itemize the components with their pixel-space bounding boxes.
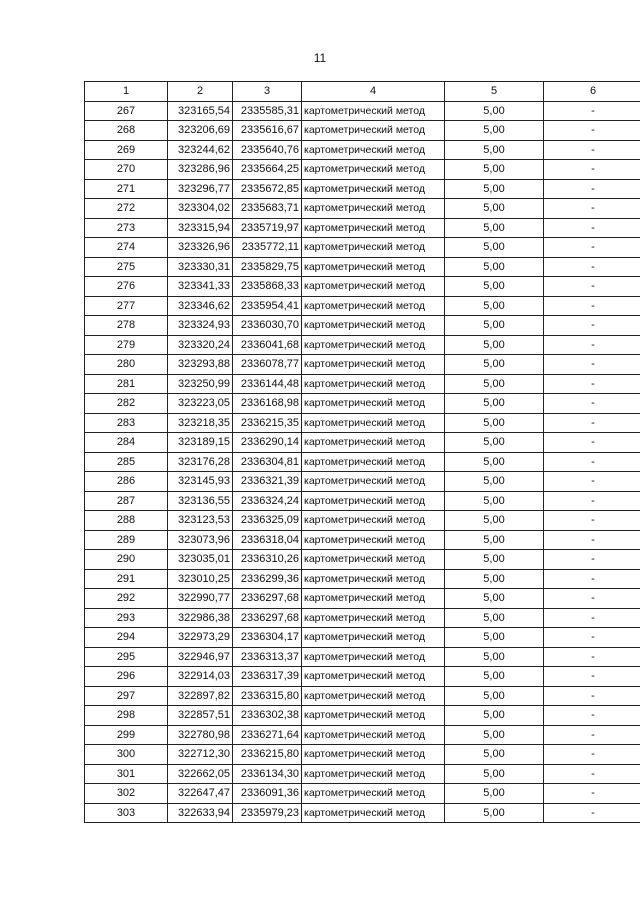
method-cell: картометрический метод (302, 764, 445, 784)
method-cell: картометрический метод (302, 472, 445, 492)
y-coordinate-cell: 2336297,68 (233, 608, 302, 628)
column-header: 2 (168, 82, 233, 102)
table-row (85, 394, 640, 414)
accuracy-cell: 5,00 (445, 764, 544, 784)
method-cell: картометрический метод (302, 686, 445, 706)
note-cell: - (544, 394, 640, 414)
table-row (85, 160, 640, 180)
point-number-cell: 298 (85, 706, 168, 726)
note-cell: - (544, 257, 640, 277)
page-number: 11 (313, 51, 327, 65)
table-row (85, 374, 640, 394)
accuracy-cell: 5,00 (445, 803, 544, 823)
method-cell: картометрический метод (302, 628, 445, 648)
point-number-cell: 283 (85, 413, 168, 433)
method-cell: картометрический метод (302, 121, 445, 141)
point-number-cell: 290 (85, 550, 168, 570)
note-cell: - (544, 199, 640, 219)
table-row (85, 803, 640, 823)
method-cell: картометрический метод (302, 355, 445, 375)
table-row (85, 472, 640, 492)
point-number-cell: 272 (85, 199, 168, 219)
x-coordinate-cell: 323165,54 (168, 101, 233, 121)
note-cell: - (544, 511, 640, 531)
accuracy-cell: 5,00 (445, 745, 544, 765)
table-row (85, 335, 640, 355)
point-number-cell: 296 (85, 667, 168, 687)
table-row (85, 745, 640, 765)
note-cell: - (544, 374, 640, 394)
column-header: 1 (85, 82, 168, 102)
accuracy-cell: 5,00 (445, 101, 544, 121)
method-cell: картометрический метод (302, 491, 445, 511)
point-number-cell: 292 (85, 589, 168, 609)
point-number-cell: 271 (85, 179, 168, 199)
table-row (85, 199, 640, 219)
accuracy-cell: 5,00 (445, 121, 544, 141)
table-header-row (85, 82, 640, 102)
point-number-cell: 277 (85, 296, 168, 316)
x-coordinate-cell: 323218,35 (168, 413, 233, 433)
x-coordinate-cell: 323330,31 (168, 257, 233, 277)
point-number-cell: 291 (85, 569, 168, 589)
table-row (85, 764, 640, 784)
point-number-cell: 300 (85, 745, 168, 765)
note-cell: - (544, 452, 640, 472)
y-coordinate-cell: 2336317,39 (233, 667, 302, 687)
y-coordinate-cell: 2336215,80 (233, 745, 302, 765)
table-row (85, 511, 640, 531)
accuracy-cell: 5,00 (445, 511, 544, 531)
note-cell: - (544, 608, 640, 628)
point-number-cell: 276 (85, 277, 168, 297)
y-coordinate-cell: 2336325,09 (233, 511, 302, 531)
y-coordinate-cell: 2336318,04 (233, 530, 302, 550)
note-cell: - (544, 413, 640, 433)
point-number-cell: 285 (85, 452, 168, 472)
x-coordinate-cell: 323010,25 (168, 569, 233, 589)
note-cell: - (544, 101, 640, 121)
y-coordinate-cell: 2335640,76 (233, 140, 302, 160)
accuracy-cell: 5,00 (445, 433, 544, 453)
column-header: 6 (544, 82, 640, 102)
y-coordinate-cell: 2335954,41 (233, 296, 302, 316)
note-cell: - (544, 296, 640, 316)
method-cell: картометрический метод (302, 140, 445, 160)
x-coordinate-cell: 323223,05 (168, 394, 233, 414)
accuracy-cell: 5,00 (445, 277, 544, 297)
point-number-cell: 273 (85, 218, 168, 238)
accuracy-cell: 5,00 (445, 530, 544, 550)
method-cell: картометрический метод (302, 413, 445, 433)
accuracy-cell: 5,00 (445, 667, 544, 687)
point-number-cell: 286 (85, 472, 168, 492)
method-cell: картометрический метод (302, 511, 445, 531)
y-coordinate-cell: 2336041,68 (233, 335, 302, 355)
accuracy-cell: 5,00 (445, 238, 544, 258)
accuracy-cell: 5,00 (445, 628, 544, 648)
accuracy-cell: 5,00 (445, 160, 544, 180)
column-header: 3 (233, 82, 302, 102)
accuracy-cell: 5,00 (445, 784, 544, 804)
point-number-cell: 299 (85, 725, 168, 745)
table-row (85, 784, 640, 804)
note-cell: - (544, 745, 640, 765)
x-coordinate-cell: 323326,96 (168, 238, 233, 258)
point-number-cell: 294 (85, 628, 168, 648)
table-row (85, 608, 640, 628)
note-cell: - (544, 764, 640, 784)
accuracy-cell: 5,00 (445, 218, 544, 238)
table-row (85, 628, 640, 648)
table-row (85, 569, 640, 589)
method-cell: картометрический метод (302, 296, 445, 316)
x-coordinate-cell: 322897,82 (168, 686, 233, 706)
x-coordinate-cell: 323176,28 (168, 452, 233, 472)
x-coordinate-cell: 323073,96 (168, 530, 233, 550)
x-coordinate-cell: 323206,69 (168, 121, 233, 141)
method-cell: картометрический метод (302, 179, 445, 199)
point-number-cell: 301 (85, 764, 168, 784)
accuracy-cell: 5,00 (445, 413, 544, 433)
note-cell: - (544, 784, 640, 804)
x-coordinate-cell: 323189,15 (168, 433, 233, 453)
note-cell: - (544, 667, 640, 687)
y-coordinate-cell: 2336297,68 (233, 589, 302, 609)
x-coordinate-cell: 322914,03 (168, 667, 233, 687)
table-row (85, 550, 640, 570)
x-coordinate-cell: 323145,93 (168, 472, 233, 492)
method-cell: картометрический метод (302, 277, 445, 297)
column-header: 4 (302, 82, 445, 102)
point-number-cell: 275 (85, 257, 168, 277)
method-cell: картометрический метод (302, 569, 445, 589)
note-cell: - (544, 569, 640, 589)
x-coordinate-cell: 322662,05 (168, 764, 233, 784)
y-coordinate-cell: 2336215,35 (233, 413, 302, 433)
y-coordinate-cell: 2336168,98 (233, 394, 302, 414)
method-cell: картометрический метод (302, 257, 445, 277)
x-coordinate-cell: 323286,96 (168, 160, 233, 180)
x-coordinate-cell: 322712,30 (168, 745, 233, 765)
x-coordinate-cell: 323250,99 (168, 374, 233, 394)
note-cell: - (544, 238, 640, 258)
method-cell: картометрический метод (302, 394, 445, 414)
table-row (85, 433, 640, 453)
note-cell: - (544, 179, 640, 199)
table-row (85, 179, 640, 199)
y-coordinate-cell: 2335616,67 (233, 121, 302, 141)
x-coordinate-cell: 323346,62 (168, 296, 233, 316)
y-coordinate-cell: 2336078,77 (233, 355, 302, 375)
note-cell: - (544, 433, 640, 453)
y-coordinate-cell: 2336134,30 (233, 764, 302, 784)
point-number-cell: 278 (85, 316, 168, 336)
note-cell: - (544, 491, 640, 511)
x-coordinate-cell: 322973,29 (168, 628, 233, 648)
x-coordinate-cell: 323304,02 (168, 199, 233, 219)
point-number-cell: 280 (85, 355, 168, 375)
method-cell: картометрический метод (302, 550, 445, 570)
y-coordinate-cell: 2335664,25 (233, 160, 302, 180)
point-number-cell: 293 (85, 608, 168, 628)
point-number-cell: 289 (85, 530, 168, 550)
y-coordinate-cell: 2336321,39 (233, 472, 302, 492)
accuracy-cell: 5,00 (445, 569, 544, 589)
table-row (85, 589, 640, 609)
method-cell: картометрический метод (302, 706, 445, 726)
method-cell: картометрический метод (302, 452, 445, 472)
y-coordinate-cell: 2336290,14 (233, 433, 302, 453)
method-cell: картометрический метод (302, 647, 445, 667)
point-number-cell: 282 (85, 394, 168, 414)
point-number-cell: 295 (85, 647, 168, 667)
y-coordinate-cell: 2335829,75 (233, 257, 302, 277)
y-coordinate-cell: 2336324,24 (233, 491, 302, 511)
note-cell: - (544, 472, 640, 492)
y-coordinate-cell: 2336299,36 (233, 569, 302, 589)
point-number-cell: 267 (85, 101, 168, 121)
accuracy-cell: 5,00 (445, 257, 544, 277)
y-coordinate-cell: 2335868,33 (233, 277, 302, 297)
table-row (85, 706, 640, 726)
accuracy-cell: 5,00 (445, 296, 544, 316)
accuracy-cell: 5,00 (445, 686, 544, 706)
method-cell: картометрический метод (302, 745, 445, 765)
x-coordinate-cell: 323293,88 (168, 355, 233, 375)
y-coordinate-cell: 2336313,37 (233, 647, 302, 667)
x-coordinate-cell: 322990,77 (168, 589, 233, 609)
x-coordinate-cell: 322633,94 (168, 803, 233, 823)
y-coordinate-cell: 2336271,64 (233, 725, 302, 745)
note-cell: - (544, 530, 640, 550)
note-cell: - (544, 277, 640, 297)
accuracy-cell: 5,00 (445, 140, 544, 160)
x-coordinate-cell: 323244,62 (168, 140, 233, 160)
method-cell: картометрический метод (302, 608, 445, 628)
accuracy-cell: 5,00 (445, 355, 544, 375)
table-row (85, 355, 640, 375)
table-row (85, 686, 640, 706)
y-coordinate-cell: 2336144,48 (233, 374, 302, 394)
method-cell: картометрический метод (302, 589, 445, 609)
y-coordinate-cell: 2336304,17 (233, 628, 302, 648)
point-number-cell: 297 (85, 686, 168, 706)
table-row (85, 491, 640, 511)
x-coordinate-cell: 323296,77 (168, 179, 233, 199)
table-row (85, 647, 640, 667)
point-number-cell: 284 (85, 433, 168, 453)
note-cell: - (544, 628, 640, 648)
table-body (85, 101, 640, 823)
accuracy-cell: 5,00 (445, 647, 544, 667)
coordinates-table (84, 81, 640, 823)
y-coordinate-cell: 2335719,97 (233, 218, 302, 238)
point-number-cell: 288 (85, 511, 168, 531)
accuracy-cell: 5,00 (445, 706, 544, 726)
method-cell: картометрический метод (302, 316, 445, 336)
point-number-cell: 270 (85, 160, 168, 180)
y-coordinate-cell: 2335672,85 (233, 179, 302, 199)
y-coordinate-cell: 2335772,11 (233, 238, 302, 258)
method-cell: картометрический метод (302, 725, 445, 745)
method-cell: картометрический метод (302, 433, 445, 453)
method-cell: картометрический метод (302, 667, 445, 687)
note-cell: - (544, 218, 640, 238)
x-coordinate-cell: 323035,01 (168, 550, 233, 570)
method-cell: картометрический метод (302, 238, 445, 258)
accuracy-cell: 5,00 (445, 472, 544, 492)
x-coordinate-cell: 322647,47 (168, 784, 233, 804)
note-cell: - (544, 160, 640, 180)
x-coordinate-cell: 323123,53 (168, 511, 233, 531)
method-cell: картометрический метод (302, 101, 445, 121)
accuracy-cell: 5,00 (445, 491, 544, 511)
note-cell: - (544, 706, 640, 726)
table-row (85, 257, 640, 277)
point-number-cell: 303 (85, 803, 168, 823)
y-coordinate-cell: 2336304,81 (233, 452, 302, 472)
y-coordinate-cell: 2336091,36 (233, 784, 302, 804)
y-coordinate-cell: 2335585,31 (233, 101, 302, 121)
x-coordinate-cell: 323324,93 (168, 316, 233, 336)
accuracy-cell: 5,00 (445, 394, 544, 414)
method-cell: картометрический метод (302, 784, 445, 804)
table-row (85, 140, 640, 160)
y-coordinate-cell: 2336310,26 (233, 550, 302, 570)
x-coordinate-cell: 322780,98 (168, 725, 233, 745)
point-number-cell: 287 (85, 491, 168, 511)
table-row (85, 452, 640, 472)
table-row (85, 238, 640, 258)
accuracy-cell: 5,00 (445, 374, 544, 394)
point-number-cell: 269 (85, 140, 168, 160)
table-row (85, 725, 640, 745)
table-row (85, 667, 640, 687)
note-cell: - (544, 335, 640, 355)
x-coordinate-cell: 322986,38 (168, 608, 233, 628)
accuracy-cell: 5,00 (445, 199, 544, 219)
note-cell: - (544, 140, 640, 160)
point-number-cell: 268 (85, 121, 168, 141)
table-row (85, 530, 640, 550)
method-cell: картометрический метод (302, 218, 445, 238)
x-coordinate-cell: 323136,55 (168, 491, 233, 511)
method-cell: картометрический метод (302, 160, 445, 180)
x-coordinate-cell: 323320,24 (168, 335, 233, 355)
y-coordinate-cell: 2336315,80 (233, 686, 302, 706)
accuracy-cell: 5,00 (445, 335, 544, 355)
method-cell: картометрический метод (302, 803, 445, 823)
point-number-cell: 302 (85, 784, 168, 804)
method-cell: картометрический метод (302, 199, 445, 219)
point-number-cell: 279 (85, 335, 168, 355)
x-coordinate-cell: 322857,51 (168, 706, 233, 726)
note-cell: - (544, 316, 640, 336)
table-row (85, 277, 640, 297)
accuracy-cell: 5,00 (445, 725, 544, 745)
note-cell: - (544, 121, 640, 141)
method-cell: картометрический метод (302, 530, 445, 550)
table-row (85, 413, 640, 433)
x-coordinate-cell: 323341,33 (168, 277, 233, 297)
method-cell: картометрический метод (302, 335, 445, 355)
note-cell: - (544, 647, 640, 667)
accuracy-cell: 5,00 (445, 608, 544, 628)
column-header: 5 (445, 82, 544, 102)
table-row (85, 218, 640, 238)
table-row (85, 101, 640, 121)
note-cell: - (544, 589, 640, 609)
y-coordinate-cell: 2335979,23 (233, 803, 302, 823)
note-cell: - (544, 725, 640, 745)
note-cell: - (544, 686, 640, 706)
accuracy-cell: 5,00 (445, 550, 544, 570)
table-row (85, 121, 640, 141)
accuracy-cell: 5,00 (445, 179, 544, 199)
note-cell: - (544, 550, 640, 570)
note-cell: - (544, 355, 640, 375)
y-coordinate-cell: 2336302,38 (233, 706, 302, 726)
point-number-cell: 281 (85, 374, 168, 394)
method-cell: картометрический метод (302, 374, 445, 394)
point-number-cell: 274 (85, 238, 168, 258)
x-coordinate-cell: 323315,94 (168, 218, 233, 238)
accuracy-cell: 5,00 (445, 589, 544, 609)
y-coordinate-cell: 2335683,71 (233, 199, 302, 219)
accuracy-cell: 5,00 (445, 452, 544, 472)
table-row (85, 316, 640, 336)
table-row (85, 296, 640, 316)
x-coordinate-cell: 322946,97 (168, 647, 233, 667)
accuracy-cell: 5,00 (445, 316, 544, 336)
note-cell: - (544, 803, 640, 823)
y-coordinate-cell: 2336030,70 (233, 316, 302, 336)
